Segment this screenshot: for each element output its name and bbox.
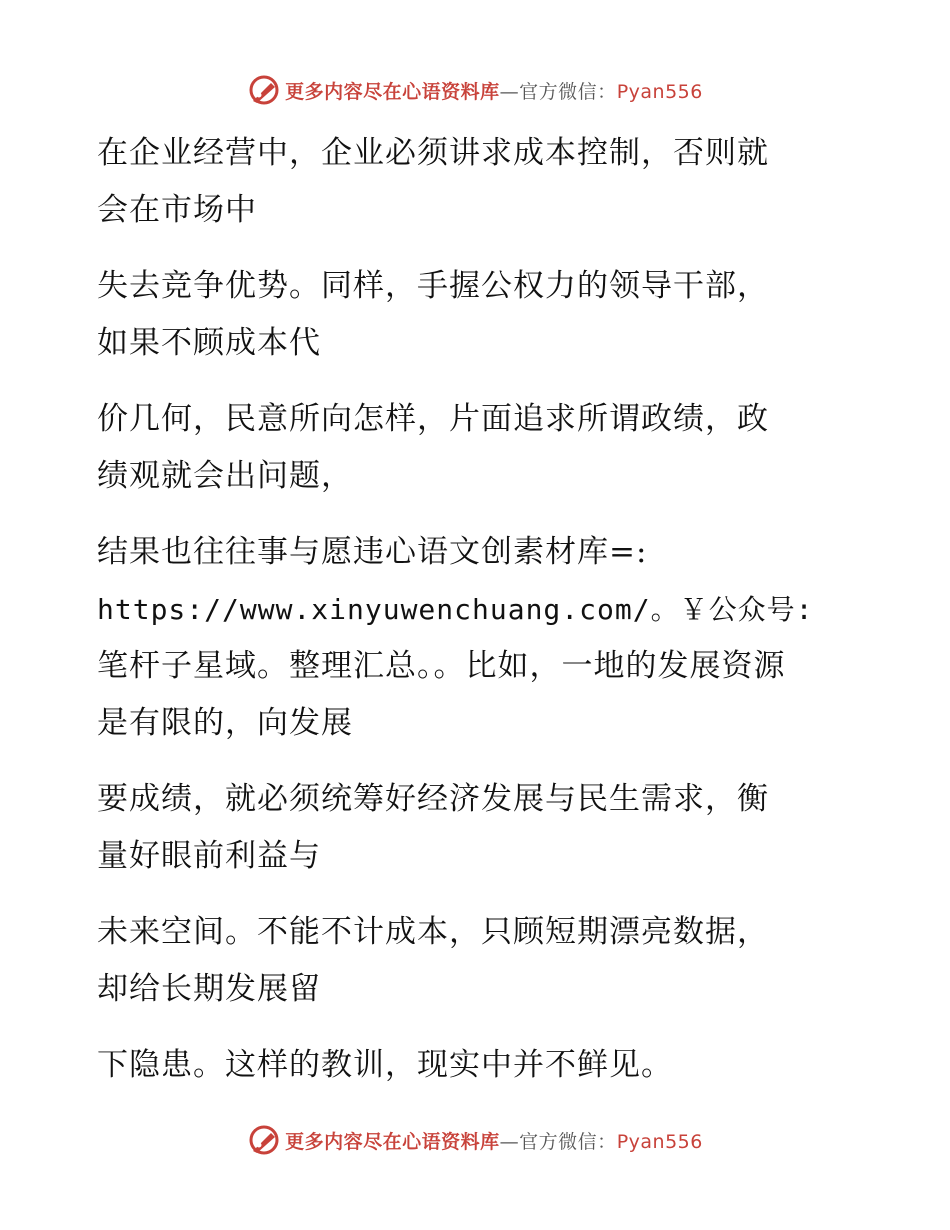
body-line: 价几何，民意所向怎样，片面追求所谓政绩，政 bbox=[97, 401, 769, 437]
red-pen-logo-icon bbox=[247, 73, 281, 107]
document-body bbox=[97, 125, 877, 1094]
body-line: 是有限的，向发展 bbox=[97, 705, 353, 741]
header-banner-wechat-id: Pyan556 bbox=[616, 80, 703, 103]
footer-banner-text bbox=[285, 1127, 703, 1154]
body-line: 却给长期发展留 bbox=[97, 971, 321, 1007]
body-line: 如果不顾成本代 bbox=[97, 325, 321, 361]
red-pen-logo-icon bbox=[247, 1123, 281, 1157]
body-line: 未来空间。不能不计成本，只顾短期漂亮数据， bbox=[97, 914, 769, 950]
body-line: 下隐患。这样的教训，现实中并不鲜见。 bbox=[97, 1047, 673, 1083]
body-line: 在企业经营中，企业必须讲求成本控制，否则就 bbox=[97, 135, 769, 171]
body-line: 绩观就会出问题， bbox=[97, 458, 353, 494]
footer-banner-title: 更多内容尽在心语资料库 bbox=[285, 1130, 500, 1153]
body-line: 要成绩，就必须统筹好经济发展与民生需求，衡 bbox=[97, 781, 769, 817]
header-banner-text bbox=[285, 77, 703, 104]
body-line: 笔杆子星域。整理汇总。。比如，一地的发展资源 bbox=[97, 648, 786, 684]
body-line: 会在市场中 bbox=[97, 192, 257, 228]
body-line: 量好眼前利益与 bbox=[97, 838, 321, 874]
header-banner bbox=[0, 70, 950, 110]
body-line: 失去竞争优势。同样，手握公权力的领导干部， bbox=[97, 268, 769, 304]
header-banner-wechat-label: —官方微信： bbox=[499, 80, 617, 103]
body-line-url: https://www.xinyuwenchuang.com/。￥公众号: bbox=[97, 593, 814, 626]
body-line: 结果也往往事与愿违心语文创素材库=: bbox=[97, 534, 648, 570]
footer-banner bbox=[0, 1120, 950, 1160]
footer-banner-wechat-label: —官方微信： bbox=[499, 1130, 617, 1153]
footer-banner-wechat-id: Pyan556 bbox=[616, 1130, 703, 1153]
header-banner-title: 更多内容尽在心语资料库 bbox=[285, 80, 500, 103]
